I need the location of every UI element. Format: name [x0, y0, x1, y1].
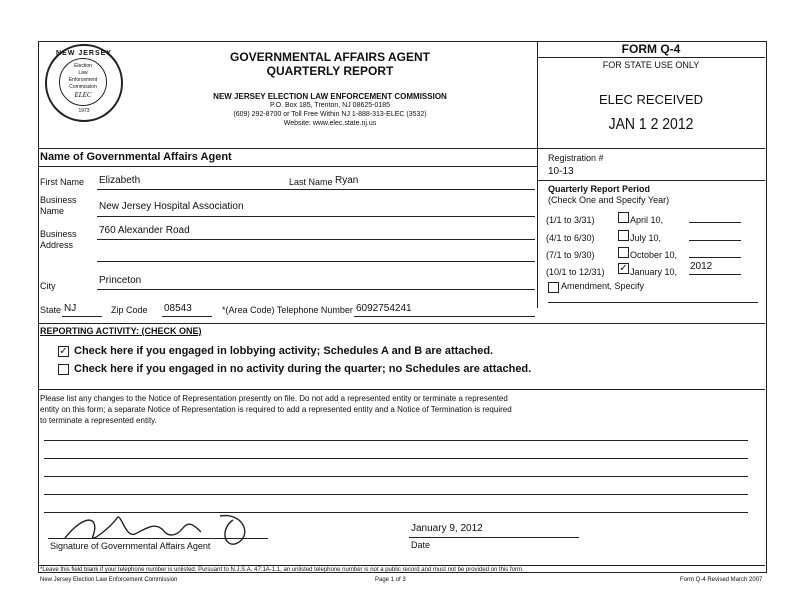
period-range-q2: (4/1 to 6/30) — [546, 233, 595, 243]
state-underline — [62, 316, 102, 317]
address-underline-1 — [97, 239, 535, 240]
business-name-value[interactable]: New Jersey Hospital Association — [99, 201, 244, 212]
form-number: FORM Q-4 — [621, 42, 681, 56]
period-checkbox-q2[interactable] — [618, 230, 629, 241]
state-value[interactable]: NJ — [64, 303, 77, 314]
seal-line-1: Election — [74, 63, 92, 69]
footer-agency: New Jersey Election Law Enforcement Commission — [40, 577, 178, 583]
activity-bottom-rule — [38, 389, 765, 390]
zip-value[interactable]: 08543 — [164, 303, 192, 314]
address-underline-2 — [97, 261, 535, 262]
registration-rule — [537, 180, 765, 181]
no-activity-checkbox[interactable] — [58, 364, 69, 375]
registration-value[interactable]: 10-13 — [548, 166, 574, 177]
period-subtitle: (Check One and Specify Year) — [548, 195, 670, 205]
agency-name: NEW JERSEY ELECTION LAW ENFORCEMENT COMMISSION — [213, 92, 447, 101]
signature-label: Signature of Governmental Affairs Agent — [50, 541, 211, 551]
seal-monogram: ELEC — [74, 91, 92, 99]
agent-section-title: Name of Governmental Affairs Agent — [40, 151, 232, 163]
footer-note-rule — [38, 565, 765, 566]
lobbying-checkbox[interactable]: ✓ — [59, 346, 68, 357]
first-name-value[interactable]: Elizabeth — [99, 175, 141, 186]
period-range-q4: (10/1 to 12/31) — [546, 267, 605, 277]
activity-heading: REPORTING ACTIVITY: (CHECK ONE) — [40, 326, 202, 336]
report-title-line2: QUARTERLY REPORT — [266, 64, 394, 78]
period-checkbox-q1[interactable] — [618, 212, 629, 223]
notice-line-3: to terminate a represented entity. — [40, 416, 157, 425]
period-due-q3: October 10, — [630, 250, 678, 260]
state-label: State — [40, 305, 62, 315]
lobbying-option-label: Check here if you engaged in lobbying activity; Schedules A and B are attached. — [74, 345, 494, 357]
agency-phone: (609) 292-8700 or Toll Free Within NJ 1-888-313-ELEC (3532) — [233, 111, 427, 118]
notice-line-2: entity on this form; a separate Notice of Representation is required to add a represented entity and a Notice of Termination is required — [40, 405, 512, 414]
phone-label: *(Area Code) Telephone Number — [222, 305, 353, 315]
business-name-underline — [97, 216, 535, 217]
notice-line-1: Please list any changes to the Notice of Representation presently on file. Do not add a represented entity or terminate a represented — [40, 394, 508, 403]
period-due-q1: April 10, — [630, 215, 664, 225]
date-line — [409, 537, 579, 538]
changes-line-2 — [44, 458, 748, 459]
footer-note: *Leave this field blank if your telephone number is unlisted. Pursuant to N.J.S.A. 47:1A-1.1, an unlisted telephone number is not a public record and must not be provided on this form. — [40, 567, 524, 573]
business-address-label-2: Address — [40, 240, 74, 250]
first-name-label: First Name — [40, 177, 85, 187]
city-underline — [97, 289, 535, 290]
report-title-line1: GOVERNMENTAL AFFAIRS AGENT — [229, 50, 430, 64]
period-year-line-q2 — [689, 240, 741, 241]
period-year-line-q3 — [689, 257, 741, 258]
seal-line-3: Enforcement — [68, 77, 98, 83]
zip-underline — [162, 316, 212, 317]
elec-received-stamp: ELEC RECEIVED — [598, 92, 704, 107]
amendment-label: Amendment, Specify — [561, 281, 645, 291]
changes-line-4 — [44, 494, 748, 495]
state-use-label: FOR STATE USE ONLY — [602, 60, 700, 70]
date-label: Date — [411, 540, 431, 550]
phone-value[interactable]: 6092754241 — [356, 303, 412, 314]
header-divider — [537, 41, 538, 308]
period-year-line-q1 — [689, 222, 741, 223]
business-name-label-2: Name — [40, 206, 65, 216]
last-name-value[interactable]: Ryan — [335, 175, 359, 186]
seal-line-4: Commission — [69, 84, 97, 90]
changes-line-1 — [44, 440, 748, 441]
amendment-checkbox[interactable] — [548, 282, 559, 293]
seal-top-text: NEW JERSEY — [56, 50, 112, 57]
period-due-q2: July 10, — [630, 233, 662, 243]
received-date-stamp: JAN 1 2 2012 — [608, 113, 694, 133]
footer-revision: Form Q-4 Revised March 2007 — [680, 577, 763, 583]
seal-year: 1973 — [78, 108, 90, 114]
elec-seal — [45, 44, 123, 122]
agent-title-rule — [38, 166, 537, 167]
period-year-q4[interactable]: 2012 — [690, 261, 713, 272]
footer-page-number: Page 1 of 3 — [375, 577, 406, 583]
registration-label: Registration # — [548, 153, 604, 163]
amendment-line — [548, 302, 758, 303]
signature-date-value[interactable]: January 9, 2012 — [411, 523, 483, 534]
no-activity-option-label: Check here if you engaged in no activity during the quarter; no Schedules are attached. — [74, 363, 532, 375]
period-range-q1: (1/1 to 3/31) — [546, 215, 595, 225]
period-year-line-q4 — [689, 274, 741, 275]
city-label: City — [40, 281, 56, 291]
business-name-label-1: Business — [40, 195, 77, 205]
header-bottom-rule — [38, 148, 765, 149]
period-due-q4: January 10, — [630, 267, 678, 277]
phone-underline — [354, 316, 535, 317]
changes-line-3 — [44, 476, 748, 477]
period-checkbox-q3[interactable] — [618, 247, 629, 258]
signature-line — [48, 538, 268, 539]
zip-label: Zip Code — [111, 305, 148, 315]
business-address-label-1: Business — [40, 229, 77, 239]
agency-website: Website: www.elec.state.nj.us — [283, 120, 377, 127]
period-title: Quarterly Report Period — [548, 184, 651, 194]
seal-line-2: Law — [78, 70, 88, 76]
agency-address: P.O. Box 185, Trenton, NJ 08625-0185 — [269, 102, 391, 109]
period-checkbox-q4[interactable]: ✓ — [619, 263, 628, 274]
business-address-value[interactable]: 760 Alexander Road — [99, 225, 190, 236]
city-value[interactable]: Princeton — [99, 275, 142, 286]
last-name-label: Last Name — [289, 177, 333, 187]
seal-center — [59, 58, 107, 106]
period-range-q3: (7/1 to 9/30) — [546, 250, 595, 260]
name-underline — [97, 189, 535, 190]
agent-section-bottom-rule — [38, 323, 765, 324]
form-box-rule — [537, 57, 765, 58]
